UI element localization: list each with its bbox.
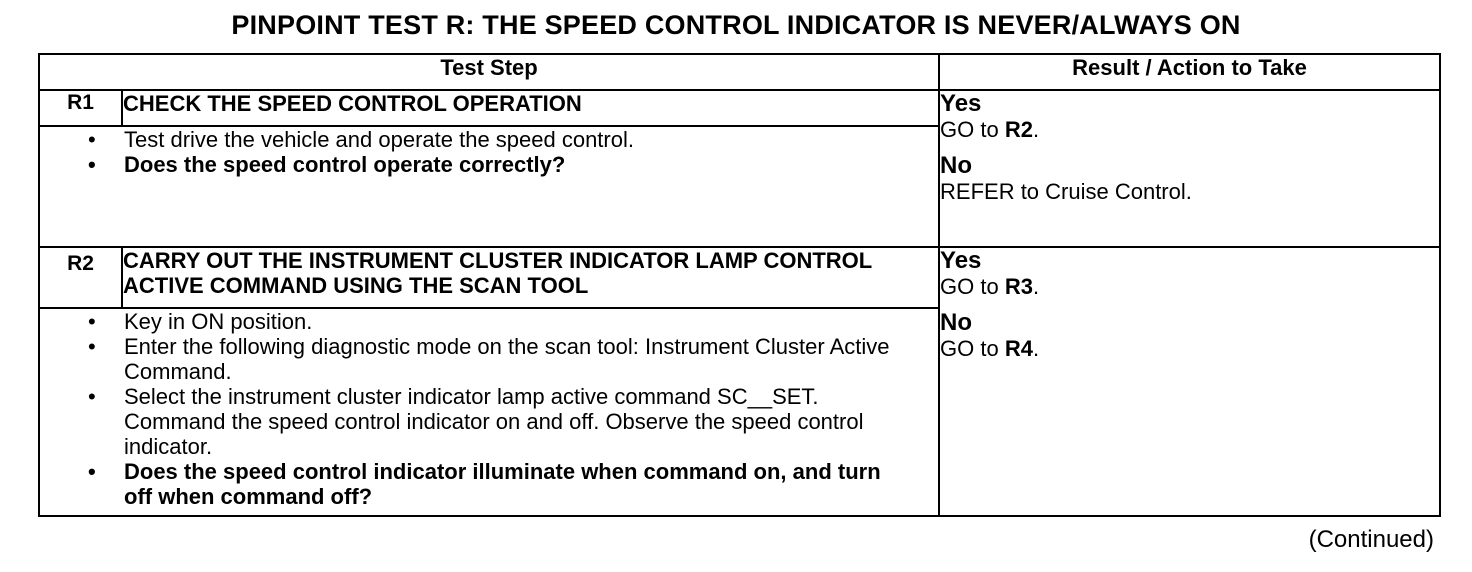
list-item: • Select the instrument cluster indicator lamp active command SC__SET. Command the speed control indicator on and off. Observe the speed control indicator. xyxy=(124,384,908,459)
list-item: • Test drive the vehicle and operate the speed control. xyxy=(124,127,938,152)
step-r1-no-label: No xyxy=(940,152,973,179)
step-r1-no-action: REFER to Cruise Control. xyxy=(940,179,1192,204)
step-r2-no-action: GO to R4. xyxy=(940,336,1040,361)
pinpoint-test-table xyxy=(38,53,1441,517)
step-r1-heading-row xyxy=(39,90,1440,126)
step-r2-yes-action: GO to R3. xyxy=(940,274,1040,299)
step-r1-body xyxy=(39,126,939,247)
step-r1-id: R1 xyxy=(39,90,122,126)
list-item-question: • Does the speed control operate correctly? xyxy=(124,152,938,177)
step-r1-heading: CHECK THE SPEED CONTROL OPERATION xyxy=(122,90,939,126)
step-r2-heading-row xyxy=(39,247,1440,308)
step-r1-result xyxy=(939,90,1440,247)
page-title: PINPOINT TEST R: THE SPEED CONTROL INDICATOR IS NEVER/ALWAYS ON xyxy=(231,10,1241,40)
list-item: • Enter the following diagnostic mode on the scan tool: Instrument Cluster Active Command. xyxy=(124,334,908,384)
col-header-result: Result / Action to Take xyxy=(939,54,1440,90)
list-item: • Key in ON position. xyxy=(124,309,908,334)
continued-note: (Continued) xyxy=(1308,526,1434,553)
step-r2-result xyxy=(939,247,1440,516)
list-item-question: • Does the speed control indicator illuminate when command on, and turn off when command off? xyxy=(124,459,908,509)
step-r1-yes-label: Yes xyxy=(940,90,982,117)
col-header-test-step: Test Step xyxy=(39,54,939,90)
step-r2-no-label: No xyxy=(940,309,973,336)
step-r2-id: R2 xyxy=(39,247,122,308)
step-r2-body xyxy=(39,308,939,516)
table-header-row xyxy=(39,54,1440,90)
step-r2-heading: CARRY OUT THE INSTRUMENT CLUSTER INDICATOR LAMP CONTROL ACTIVE COMMAND USING THE SCAN TOOL xyxy=(122,247,939,308)
step-r1-yes-action: GO to R2. xyxy=(940,117,1040,142)
step-r2-yes-label: Yes xyxy=(940,247,982,274)
